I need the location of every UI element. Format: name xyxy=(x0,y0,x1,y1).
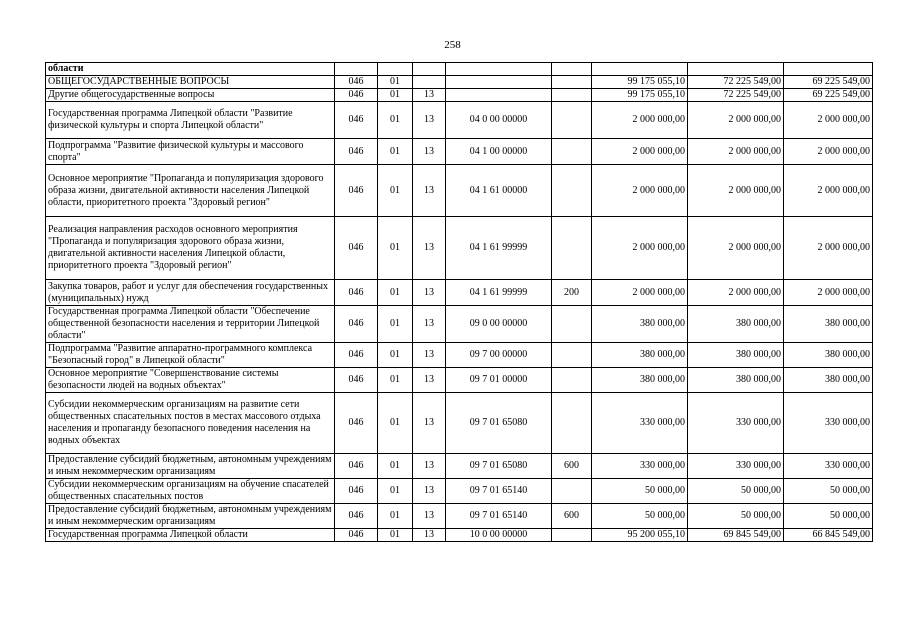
cell-expense-type xyxy=(552,393,592,454)
cell-section: 01 xyxy=(378,479,413,504)
cell-expense-type xyxy=(552,165,592,217)
table-row xyxy=(46,479,873,504)
cell-amount-3: 380 000,00 xyxy=(784,306,873,343)
cell-target xyxy=(446,76,552,89)
cell-section: 01 xyxy=(378,217,413,280)
cell-expense-type xyxy=(552,139,592,165)
cell-subsection: 13 xyxy=(413,139,446,165)
cell-amount-2: 72 225 549,00 xyxy=(688,76,784,89)
table-row xyxy=(46,139,873,165)
cell-amount-3: 330 000,00 xyxy=(784,454,873,479)
cell-subsection: 13 xyxy=(413,368,446,393)
cell-amount-2: 380 000,00 xyxy=(688,343,784,368)
cell-amount-1: 380 000,00 xyxy=(592,306,688,343)
cell-name: Субсидии некоммерческим организациям на развитие сети общественных спасательных постов в местах массового отдыха населения и пропаганду безопасного поведения населения на водных объектах xyxy=(46,393,335,454)
cell-name: Основное мероприятие "Совершенствование системы безопасности людей на водных объектах" xyxy=(46,368,335,393)
table-row xyxy=(46,504,873,529)
table-row xyxy=(46,393,873,454)
cell-target: 09 7 01 65080 xyxy=(446,454,552,479)
cell-amount-1: 2 000 000,00 xyxy=(592,217,688,280)
cell-amount-2: 69 845 549,00 xyxy=(688,529,784,542)
cell-amount-2: 72 225 549,00 xyxy=(688,89,784,102)
cell-amount-1: 99 175 055,10 xyxy=(592,89,688,102)
cell-amount-3: 66 845 549,00 xyxy=(784,529,873,542)
cell-ministry: 046 xyxy=(335,454,378,479)
table-row xyxy=(46,454,873,479)
cell-amount-2: 330 000,00 xyxy=(688,454,784,479)
cell-amount-1: 2 000 000,00 xyxy=(592,139,688,165)
cell-target: 04 0 00 00000 xyxy=(446,102,552,139)
cell-amount-1: 2 000 000,00 xyxy=(592,102,688,139)
cell-subsection: 13 xyxy=(413,217,446,280)
cell-name: Другие общегосударственные вопросы xyxy=(46,89,335,102)
cell-name: Субсидии некоммерческим организациям на обучение спасателей общественных спасательных постов xyxy=(46,479,335,504)
cell-ministry: 046 xyxy=(335,393,378,454)
cell-expense-type xyxy=(552,63,592,76)
cell-target: 09 7 01 65080 xyxy=(446,393,552,454)
cell-ministry: 046 xyxy=(335,217,378,280)
cell-subsection: 13 xyxy=(413,102,446,139)
cell-target: 04 1 00 00000 xyxy=(446,139,552,165)
cell-amount-3: 2 000 000,00 xyxy=(784,217,873,280)
cell-ministry: 046 xyxy=(335,343,378,368)
cell-amount-1: 50 000,00 xyxy=(592,504,688,529)
cell-section: 01 xyxy=(378,102,413,139)
cell-amount-2: 2 000 000,00 xyxy=(688,165,784,217)
cell-amount-2: 380 000,00 xyxy=(688,368,784,393)
cell-ministry: 046 xyxy=(335,76,378,89)
cell-subsection: 13 xyxy=(413,343,446,368)
cell-name: Предоставление субсидий бюджетным, автономным учреждениям и иным некоммерческим организациям xyxy=(46,504,335,529)
cell-amount-3: 330 000,00 xyxy=(784,393,873,454)
cell-amount-3: 50 000,00 xyxy=(784,479,873,504)
cell-subsection xyxy=(413,63,446,76)
cell-amount-1: 330 000,00 xyxy=(592,454,688,479)
cell-amount-2: 380 000,00 xyxy=(688,306,784,343)
cell-amount-3 xyxy=(784,63,873,76)
cell-expense-type xyxy=(552,102,592,139)
table-row xyxy=(46,102,873,139)
cell-ministry: 046 xyxy=(335,139,378,165)
cell-target: 09 7 01 00000 xyxy=(446,368,552,393)
cell-amount-2: 330 000,00 xyxy=(688,393,784,454)
cell-subsection: 13 xyxy=(413,280,446,306)
cell-expense-type: 600 xyxy=(552,504,592,529)
table-row xyxy=(46,165,873,217)
cell-amount-3: 380 000,00 xyxy=(784,343,873,368)
cell-amount-3: 69 225 549,00 xyxy=(784,89,873,102)
cell-expense-type: 200 xyxy=(552,280,592,306)
cell-section: 01 xyxy=(378,76,413,89)
cell-name: Реализация направления расходов основного мероприятия "Пропаганда и популяризация здорового образа жизни, двигательной активности населения Липецкой области, приоритетного проекта "Здоровый регион" xyxy=(46,217,335,280)
cell-name: ОБЩЕГОСУДАРСТВЕННЫЕ ВОПРОСЫ xyxy=(46,76,335,89)
cell-ministry: 046 xyxy=(335,102,378,139)
cell-amount-3: 50 000,00 xyxy=(784,504,873,529)
cell-name: Подпрограмма "Развитие физической культуры и массового спорта" xyxy=(46,139,335,165)
budget-table xyxy=(45,62,873,542)
cell-target xyxy=(446,89,552,102)
cell-subsection: 13 xyxy=(413,306,446,343)
cell-expense-type xyxy=(552,529,592,542)
cell-target: 04 1 61 99999 xyxy=(446,217,552,280)
cell-amount-1: 95 200 055,10 xyxy=(592,529,688,542)
cell-target xyxy=(446,63,552,76)
cell-name: Государственная программа Липецкой области xyxy=(46,529,335,542)
cell-section: 01 xyxy=(378,306,413,343)
cell-section: 01 xyxy=(378,280,413,306)
cell-ministry: 046 xyxy=(335,504,378,529)
cell-expense-type xyxy=(552,368,592,393)
cell-subsection: 13 xyxy=(413,393,446,454)
cell-name: Государственная программа Липецкой области "Обеспечение общественной безопасности населения и территории Липецкой области" xyxy=(46,306,335,343)
cell-subsection: 13 xyxy=(413,479,446,504)
cell-section: 01 xyxy=(378,139,413,165)
cell-section xyxy=(378,63,413,76)
cell-expense-type xyxy=(552,217,592,280)
cell-name: Предоставление субсидий бюджетным, автономным учреждениям и иным некоммерческим организациям xyxy=(46,454,335,479)
table-row xyxy=(46,63,873,76)
cell-target: 09 7 01 65140 xyxy=(446,504,552,529)
cell-amount-1: 2 000 000,00 xyxy=(592,165,688,217)
cell-section: 01 xyxy=(378,504,413,529)
cell-amount-2: 2 000 000,00 xyxy=(688,280,784,306)
cell-section: 01 xyxy=(378,343,413,368)
cell-section: 01 xyxy=(378,529,413,542)
table-row xyxy=(46,76,873,89)
table-row xyxy=(46,280,873,306)
cell-ministry: 046 xyxy=(335,529,378,542)
table-row xyxy=(46,89,873,102)
cell-expense-type xyxy=(552,343,592,368)
cell-amount-3: 69 225 549,00 xyxy=(784,76,873,89)
cell-ministry: 046 xyxy=(335,280,378,306)
cell-target: 10 0 00 00000 xyxy=(446,529,552,542)
cell-amount-2: 2 000 000,00 xyxy=(688,217,784,280)
table-row xyxy=(46,217,873,280)
cell-amount-2: 2 000 000,00 xyxy=(688,102,784,139)
cell-amount-2 xyxy=(688,63,784,76)
cell-subsection: 13 xyxy=(413,529,446,542)
cell-target: 04 1 61 99999 xyxy=(446,280,552,306)
cell-expense-type xyxy=(552,76,592,89)
cell-amount-1: 50 000,00 xyxy=(592,479,688,504)
cell-section: 01 xyxy=(378,393,413,454)
cell-amount-1 xyxy=(592,63,688,76)
cell-target: 09 7 01 65140 xyxy=(446,479,552,504)
cell-subsection: 13 xyxy=(413,454,446,479)
cell-amount-3: 380 000,00 xyxy=(784,368,873,393)
cell-subsection xyxy=(413,76,446,89)
cell-expense-type xyxy=(552,89,592,102)
cell-name: области xyxy=(46,63,335,76)
cell-amount-1: 380 000,00 xyxy=(592,368,688,393)
cell-ministry: 046 xyxy=(335,368,378,393)
table-row xyxy=(46,368,873,393)
table-row xyxy=(46,343,873,368)
cell-ministry xyxy=(335,63,378,76)
cell-name: Государственная программа Липецкой области "Развитие физической культуры и спорта Липецкой области" xyxy=(46,102,335,139)
cell-expense-type xyxy=(552,479,592,504)
cell-section: 01 xyxy=(378,368,413,393)
cell-amount-3: 2 000 000,00 xyxy=(784,139,873,165)
cell-expense-type: 600 xyxy=(552,454,592,479)
cell-amount-2: 2 000 000,00 xyxy=(688,139,784,165)
cell-section: 01 xyxy=(378,454,413,479)
table-row xyxy=(46,529,873,542)
cell-amount-3: 2 000 000,00 xyxy=(784,165,873,217)
cell-ministry: 046 xyxy=(335,89,378,102)
cell-amount-1: 330 000,00 xyxy=(592,393,688,454)
cell-amount-2: 50 000,00 xyxy=(688,504,784,529)
cell-target: 09 7 00 00000 xyxy=(446,343,552,368)
cell-amount-3: 2 000 000,00 xyxy=(784,102,873,139)
cell-target: 04 1 61 00000 xyxy=(446,165,552,217)
cell-amount-1: 2 000 000,00 xyxy=(592,280,688,306)
cell-ministry: 046 xyxy=(335,165,378,217)
cell-subsection: 13 xyxy=(413,89,446,102)
cell-amount-3: 2 000 000,00 xyxy=(784,280,873,306)
cell-amount-1: 99 175 055,10 xyxy=(592,76,688,89)
table-body xyxy=(46,63,873,542)
cell-subsection: 13 xyxy=(413,165,446,217)
cell-name: Подпрограмма "Развитие аппаратно-программного комплекса "Безопасный город" в Липецкой области" xyxy=(46,343,335,368)
table-row xyxy=(46,306,873,343)
cell-name: Закупка товаров, работ и услуг для обеспечения государственных (муниципальных) нужд xyxy=(46,280,335,306)
cell-ministry: 046 xyxy=(335,479,378,504)
cell-amount-2: 50 000,00 xyxy=(688,479,784,504)
cell-ministry: 046 xyxy=(335,306,378,343)
cell-amount-1: 380 000,00 xyxy=(592,343,688,368)
cell-name: Основное мероприятие "Пропаганда и популяризация здорового образа жизни, двигательной активности населения Липецкой области, приоритетного проекта "Здоровый регион" xyxy=(46,165,335,217)
cell-target: 09 0 00 00000 xyxy=(446,306,552,343)
page-number: 258 xyxy=(444,39,461,51)
cell-section: 01 xyxy=(378,89,413,102)
cell-section: 01 xyxy=(378,165,413,217)
cell-expense-type xyxy=(552,306,592,343)
cell-subsection: 13 xyxy=(413,504,446,529)
